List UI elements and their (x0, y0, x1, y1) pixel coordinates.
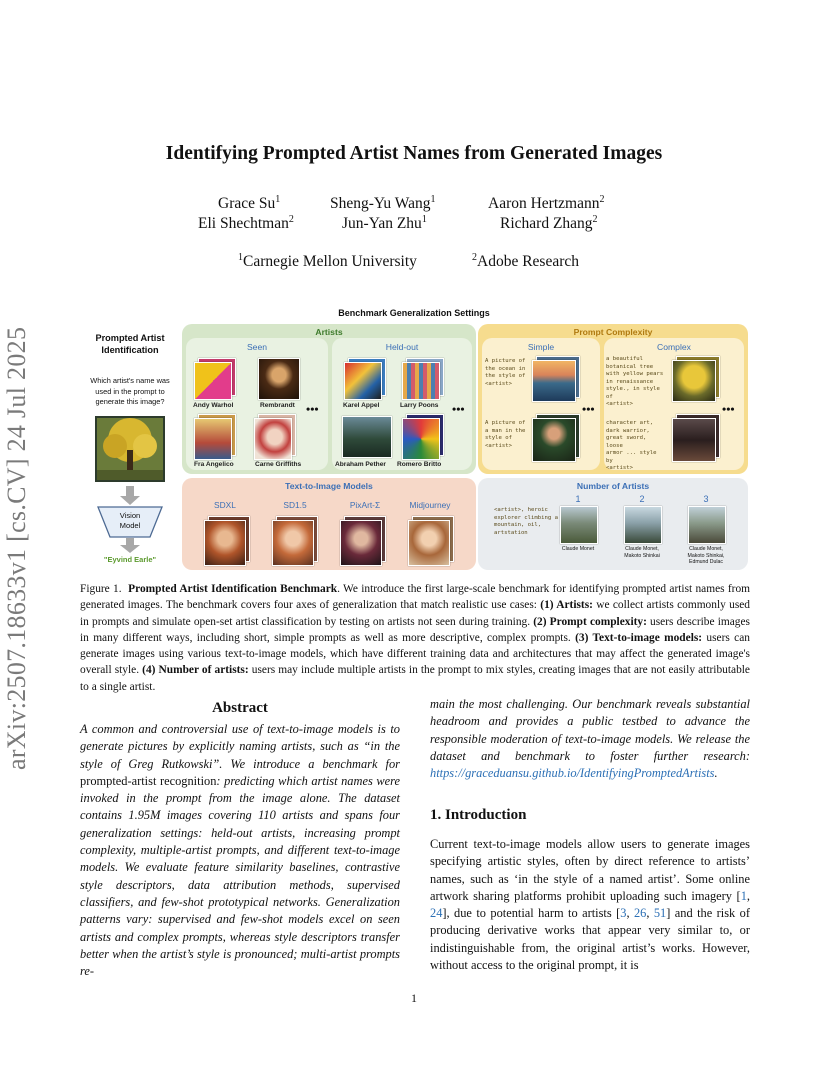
page-number: 1 (411, 991, 417, 1005)
citation-link[interactable]: 1 (740, 888, 747, 903)
figure-caption: Figure 1. Prompted Artist Identification Benchmark. We introduce the first large-scale benchmark for identifying prompted artist names from generated images. The benchmark covers four axes of generalization that match realistic use cases: (1) Artists: we collect artists commonly used in prompts and simulate open-set artist classification by testing on artists not seen during training. (2) Prompt complexity: users describe images in many different ways, including short, simple prompts as well as more descriptive, complex prompts. (3) Text-to-image models: users can generate images using various text-to-image models, which have different training data and architectures that may affect the generated image's overall style. (4) Number of artists: users may include multiple artists in the prompt to mix styles, creating images that are not easily attributable to a single artist. (80, 583, 751, 693)
artwork-thumbnail (194, 362, 232, 400)
project-url-link[interactable]: https://graceduansu.github.io/IdentifyingPromptedArtists (430, 766, 715, 781)
artist-count: 1 (575, 494, 581, 504)
generated-image (672, 360, 716, 402)
artists-title: Artists (315, 327, 343, 337)
author-1: Grace Su$^1$ (218, 194, 281, 212)
generated-image (688, 506, 726, 544)
model-name: SDXL (214, 500, 236, 510)
simple-prompt-2: A picture of a man in the style of <artist> (485, 420, 526, 449)
model-name: PixArt-Σ (349, 500, 381, 510)
generated-image (272, 520, 314, 566)
generated-image (532, 360, 576, 402)
figure-1 (80, 306, 748, 570)
abstract-text: A common and controversial use of text-to-image models is to generate pictures by explicitly naming artists, such as “in the style of Greg Rutkowski”. We introduce a benchmark for prompted-artist recognition: predicting which artist names were invoked in the prompt from the image alone. The dataset contains 1.95M images covering 110 artists and spans four generalization settings: held-out artists, increasing prompt complexity, multiple-artist prompts, and different text-to-image models. We evaluate feature similarity baselines, contrastive style descriptors, data attribution methods, supervised classifiers, and few-shot prototypical networks. Generalization patterns vary: supervised and few-shot models excel on seen artists and complex prompts, whereas style descriptors transfer better when the artist’s style is pronounced; multi-artist prompts re- (80, 722, 400, 979)
num-artists-label: Claude Monet, Makoto Shinkai, Edmund Dulac (687, 546, 725, 566)
left-question: Which artist's name was used in the prompt to generate this image? (90, 376, 170, 406)
num-artists-label: Claude Monet (561, 546, 595, 552)
num-artists-title: Number of Artists (576, 481, 650, 491)
introduction-text: Current text-to-image models allow users to generate images specifying artistic styles, often by direct reference to artists’ names, such as ‘in the style of a named artist’. Some online artwork sharing platforms prohibit uploading such imagery [1, 24], due to potential harm to artists [3, 26, 51] and the risk of producing derivative works that appear very similar to, or indistinguishable from, the original artist’s works. However, without access to the original prompt, it is (430, 837, 750, 973)
artwork-thumbnail (254, 418, 292, 460)
author-4: Eli Shechtman$^2$ (198, 214, 294, 232)
artwork-thumbnail (402, 362, 440, 400)
num-artists-prompt: <artist>, heroic explorer climbing a mountain, oil, artstation (494, 507, 558, 536)
artwork-thumbnail (258, 358, 300, 400)
artist-name: Larry Poons (400, 402, 439, 409)
citation-link[interactable]: 24 (430, 906, 443, 921)
artwork-thumbnail (194, 418, 232, 460)
affiliation-2: $^2$Adobe Research (472, 252, 579, 270)
introduction-heading: 1. Introduction (430, 807, 527, 823)
arxiv-identifier: arXiv:2507.18633v1 [cs.CV] 24 Jul 2025 (2, 326, 31, 770)
author-3: Aaron Hertzmann$^2$ (488, 194, 605, 212)
ellipsis: ••• (722, 402, 735, 416)
prompt-complexity-title: Prompt Complexity (573, 327, 653, 337)
seen-label: Seen (246, 342, 268, 352)
arrow-down-icon (118, 538, 142, 554)
artist-name: Abraham Pether (335, 461, 386, 468)
artist-count: 2 (639, 494, 645, 504)
citation-link[interactable]: 26 (633, 906, 647, 921)
model-name: Midjourney (409, 500, 451, 510)
paper-title: Identifying Prompted Artist Names from Generated Images (165, 143, 663, 164)
heldout-label: Held-out (385, 342, 419, 352)
artist-name: Carne Griffiths (255, 461, 302, 468)
generated-image (560, 506, 598, 544)
artist-name: Karel Appel (343, 402, 380, 409)
num-artists-label: Claude Monet, Makoto Shinkai (624, 546, 660, 559)
vision-model-label: Vision Model (119, 511, 141, 530)
artist-count: 3 (703, 494, 709, 504)
simple-label: Simple (527, 342, 555, 352)
artwork-thumbnail (344, 362, 382, 400)
generated-image (340, 520, 382, 566)
query-image (95, 416, 165, 482)
generated-image (532, 418, 576, 462)
figure-header: Benchmark Generalization Settings (338, 308, 490, 318)
artist-name: Rembrandt (260, 402, 295, 409)
abstract-continuation: main the most challenging. Our benchmark reveals substantial headroom and provides a public testbed to advance the responsible moderation of text-to-image models. We release the dataset and benchmark to foster further research: https://graceduansu.github.io/IdentifyingPromptedArtists. (430, 697, 750, 781)
complex-prompt-2: character art, dark warrior, great sword, loose armor ... style by <artist> (606, 420, 657, 471)
artwork-thumbnail (402, 418, 440, 460)
arrow-down-icon (118, 486, 142, 506)
generated-image (672, 418, 716, 462)
ellipsis: ••• (582, 402, 595, 416)
ellipsis: ••• (306, 402, 319, 416)
generated-image (624, 506, 662, 544)
complex-label: Complex (657, 342, 691, 352)
artwork-thumbnail (342, 416, 392, 458)
artist-name: Fra Angelico (194, 461, 234, 468)
author-2: Sheng-Yu Wang$^1$ (330, 194, 436, 212)
models-title: Text-to-Image Models (285, 481, 373, 491)
ellipsis: ••• (452, 402, 465, 416)
artist-name: Andy Warhol (193, 402, 234, 409)
simple-prompt-1: A picture of the ocean in the style of <artist> (485, 358, 526, 387)
citation-link[interactable]: 51 (653, 906, 667, 921)
abstract-heading: Abstract (212, 700, 268, 716)
generated-image (204, 520, 246, 566)
author-6: Richard Zhang$^2$ (500, 214, 598, 232)
author-5: Jun-Yan Zhu$^1$ (342, 214, 427, 232)
generated-image (408, 520, 450, 566)
artist-name: Romero Britto (397, 461, 442, 468)
affiliation-1: $^1$Carnegie Mellon University (238, 252, 417, 270)
model-name: SD1.5 (283, 500, 307, 510)
complex-prompt-1: a beautiful botanical tree with yellow pears in renaissance style., in style of <artist> (606, 356, 664, 407)
citation-link[interactable]: 3 (620, 906, 627, 921)
answer-label: "Eyvind Earle" (103, 555, 157, 564)
left-title: Prompted Artist Identification (95, 333, 165, 355)
